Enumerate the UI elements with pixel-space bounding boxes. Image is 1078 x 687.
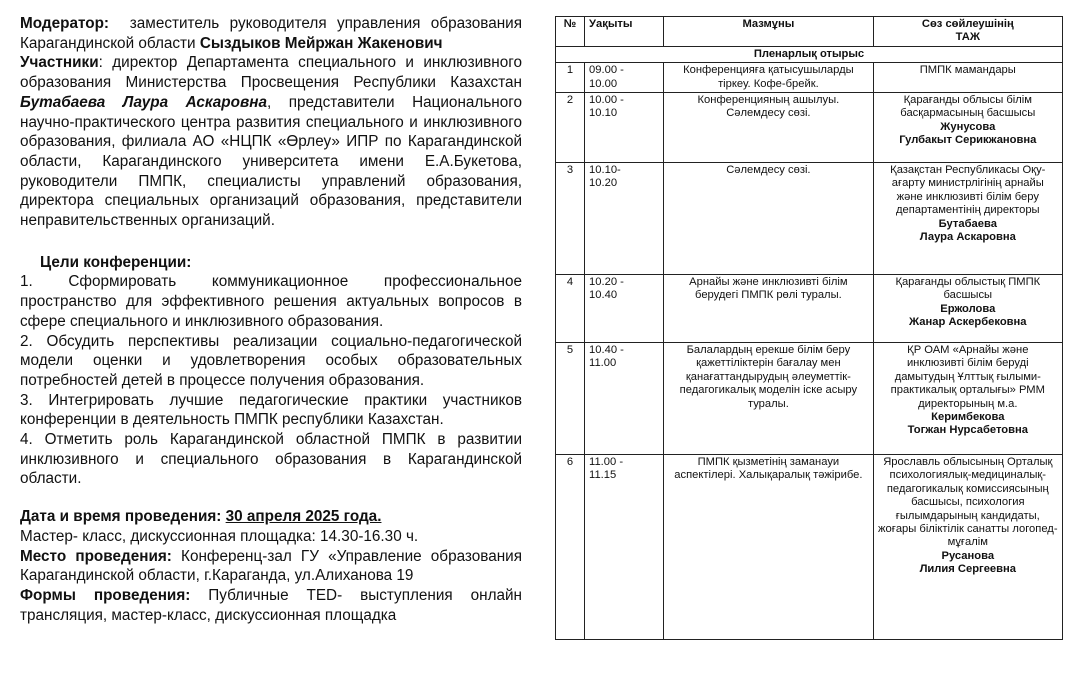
row-num: 3 [556, 163, 585, 275]
speaker-role: Қарағанды облысы білім басқармасының басшысы [900, 94, 1036, 120]
place-label: Место проведения: [20, 547, 172, 565]
date-line [20, 507, 522, 527]
row-num: 6 [556, 455, 585, 640]
goal-item-4: 4. Отметить роль Карагандинской областной ПМПК в развитии инклюзивного и специального образования в Карагандинской области. [20, 431, 522, 488]
speaker-role: ҚР ОАМ «Арнайы және инклюзивті білім беруді дамытудың Ұлттық ғылыми-практикалық орталығы» РММ директорының м.а. [890, 344, 1045, 410]
speaker-name: Жунусова Гулбакыт Серикжановна [899, 120, 1037, 147]
speaker-name: Бутабаева Лаура Аскаровна [919, 217, 1016, 244]
speaker-role: ПМПК мамандары [919, 64, 1016, 77]
goal-item-3: 3. Интегрировать лучшие педагогические практики участников конференции в деятельность ПМПК республики Казахстан. [20, 391, 522, 429]
row-num: 1 [556, 63, 585, 93]
participants-paragraph [20, 53, 522, 230]
row-content: ПМПК қызметінің заманауи аспектілері. Халықаралық тәжірибе. [664, 455, 873, 640]
moderator-label: Модератор: [20, 15, 110, 32]
table-row [556, 63, 1063, 93]
forms-label: Формы проведения: [20, 586, 191, 604]
participants-text-2: , представители Национального научно-практического центра развития специального и инклюзивного образования, филиала АО «НЦПК «Өрлеу» ИПР по Карагандинской области, Карагандинского университета имени Е.А.Букетова, руководители ПМПК, специалисты управлений образования, директора специальных организаций образования, представители неправительственных организаций. [20, 93, 522, 230]
header-speaker-line1: Сөз сөйлеушінің [921, 18, 1014, 30]
speaker-role: Қазақстан Республикасы Оқу-ағарту министрлігінің арнайы және инклюзивті білім беру департаментінің директоры [890, 164, 1046, 217]
row-content: Конференцияның ашылуы. Сәлемдесу сөзі. [664, 93, 873, 163]
participants-name: Бутабаева Лаура Аскаровна [20, 93, 267, 111]
row-speaker [873, 63, 1062, 93]
speaker-name: Керимбекова Тогжан Нурсабетовна [907, 411, 1028, 437]
row-time: 10.00 - 10.10 [585, 93, 664, 163]
forms-value: Публичные TED- выступления онлайн трансляция, мастер-класс, дискуссионная площадка [20, 586, 522, 624]
details-section [20, 507, 522, 625]
header-speaker [873, 17, 1062, 47]
row-content: Арнайы және инклюзивті білім берудегі ПМПК рөлі туралы. [664, 275, 873, 343]
row-speaker [873, 275, 1062, 343]
moderator-paragraph [20, 14, 522, 53]
row-content: Балалардың ерекше білім беру қажеттіліктерін бағалау мен қанағаттандырудың әлеуметтік-педагогикалық моделін іске асыру туралы. [664, 343, 873, 455]
speaker-role: Қарағанды облыстық ПМПК басшысы [895, 276, 1041, 302]
row-num: 5 [556, 343, 585, 455]
table-row [556, 163, 1063, 275]
speaker-name: Ержолова Жанар Аскербековна [909, 302, 1027, 329]
row-time: 11.00 - 11.15 [585, 455, 664, 640]
header-content: Мазмұны [664, 17, 873, 47]
goal-item-1: 1. Сформировать коммуникационное профессиональное пространство для эффективного решения актуальных вопросов в сфере специального и инклюзивного образования. [20, 273, 522, 330]
row-speaker [873, 93, 1062, 163]
row-content: Конференцияға қатысушыларды тіркеу. Кофе-брейк. [664, 63, 873, 93]
row-num: 2 [556, 93, 585, 163]
table-row [556, 93, 1063, 163]
speaker-name: Русанова Лилия Сергеевна [919, 549, 1017, 576]
participants-text-1: : директор Департамента специального и инклюзивного образования Министерства Просвещения Республики Казахстан [20, 54, 522, 92]
place-value: Конференц-зал ГУ «Управление образования Карагандинской области, г.Караганда, ул.Алиханова 19 [20, 547, 523, 585]
row-time: 10.20 - 10.40 [585, 275, 664, 343]
date-value: 30 апреля 2025 года. [225, 508, 382, 526]
plenary-label: Пленарлық отырыс [556, 46, 1063, 62]
row-speaker [873, 343, 1062, 455]
masterclass-line: Мастер- класс, дискуссионная площадка: 14.30-16.30 ч. [20, 527, 419, 545]
row-num: 4 [556, 275, 585, 343]
plenary-row [556, 46, 1063, 62]
participants-label: Участники [20, 54, 99, 72]
table-row [556, 275, 1063, 343]
table-row [556, 455, 1063, 640]
row-time: 10.40 - 11.00 [585, 343, 664, 455]
goal-item-2: 2. Обсудить перспективы реализации социально-педагогической модели оценки и удовлетворения особых образовательных потребностей детей в процессе получения образования. [20, 332, 522, 389]
forms-line [20, 586, 522, 625]
row-speaker [873, 163, 1062, 275]
row-time: 10.10- 10.20 [585, 163, 664, 275]
row-speaker [873, 455, 1062, 640]
header-time: Уақыты [585, 17, 664, 47]
goals-title: Цели конференции: [40, 253, 192, 271]
goals-section [20, 253, 522, 489]
header-num: № [556, 17, 585, 47]
row-time: 09.00 - 10.00 [585, 63, 664, 93]
program-table [555, 16, 1063, 640]
date-label: Дата и время проведения: [20, 508, 222, 526]
place-line [20, 547, 522, 586]
conference-info [20, 14, 522, 625]
speaker-role: Ярославль облысының Орталық психологиялық-медициналық-педагогикалық комиссиясының басшысы, психология ғылымдарының кандидаты, жоғары біліктілік санатты логопед-мұғалім [878, 456, 1058, 549]
moderator-text: заместитель руководителя управления образования Карагандинской области [20, 15, 522, 52]
table-row [556, 343, 1063, 455]
table-header-row [556, 17, 1063, 47]
moderator-name: Сыздыков Мейржан Жакенович [199, 34, 443, 52]
header-speaker-line2: ТАЖ [955, 31, 980, 44]
row-content: Сәлемдесу сөзі. [664, 163, 873, 275]
